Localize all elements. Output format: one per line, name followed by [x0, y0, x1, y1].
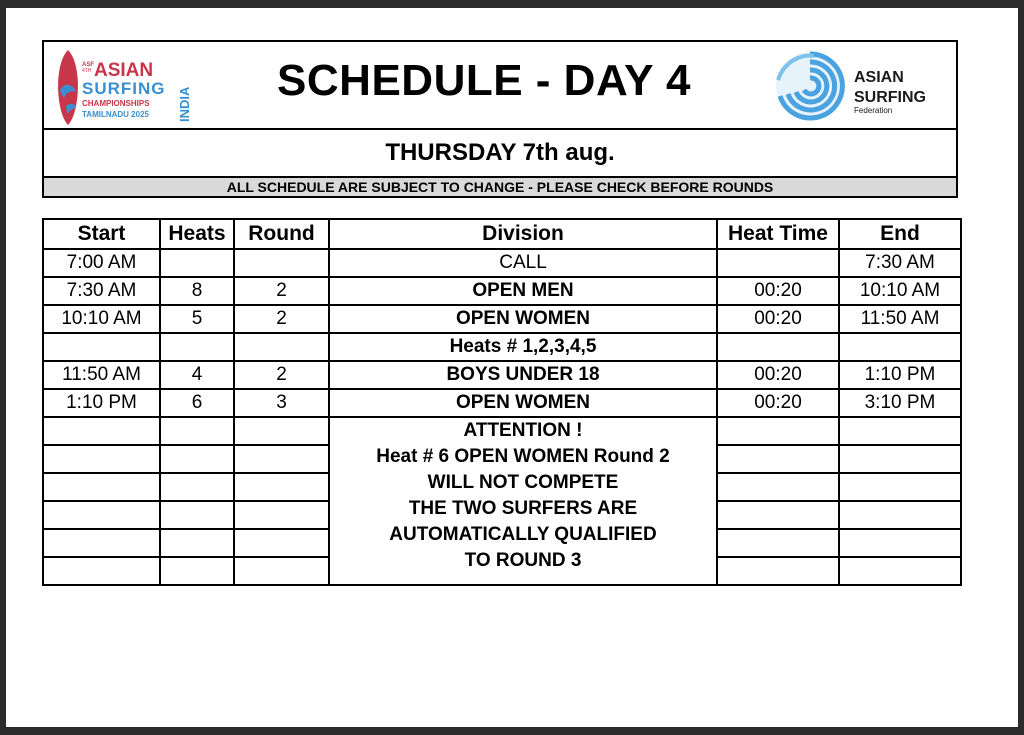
- asian-surfing-federation-logo: [774, 50, 954, 122]
- cell-division: OPEN WOMEN: [329, 389, 717, 417]
- table-row-empty: [43, 417, 961, 445]
- cell-end: 10:10 AM: [839, 277, 961, 305]
- cell-division: OPEN WOMEN: [329, 305, 717, 333]
- logo-edition-text: 4TH: [82, 68, 92, 74]
- empty-cell: [160, 501, 234, 529]
- cell-heat-time: [717, 249, 839, 277]
- empty-cell: [160, 445, 234, 473]
- cell-heats: [160, 249, 234, 277]
- cell-end: 7:30 AM: [839, 249, 961, 277]
- empty-cell: [160, 473, 234, 501]
- empty-cell: [717, 473, 839, 501]
- empty-cell: [160, 417, 234, 445]
- attention-line: TO ROUND 3: [464, 550, 582, 571]
- cell-heat-time: 00:20: [717, 361, 839, 389]
- table-row: [43, 333, 961, 361]
- cell-round: 2: [234, 305, 329, 333]
- cell-round: [234, 333, 329, 361]
- cell-end: 11:50 AM: [839, 305, 961, 333]
- table-row: [43, 277, 961, 305]
- cell-start: 7:30 AM: [43, 277, 160, 305]
- table-header-row: [43, 219, 961, 249]
- cell-heats: 6: [160, 389, 234, 417]
- cell-heats: 4: [160, 361, 234, 389]
- cell-round: 2: [234, 361, 329, 389]
- logo-country-text: INDIA: [177, 86, 192, 122]
- empty-cell: [160, 557, 234, 585]
- empty-cell: [234, 557, 329, 585]
- empty-cell: [839, 529, 961, 557]
- empty-cell: [717, 417, 839, 445]
- empty-cell: [839, 417, 961, 445]
- cell-start: 7:00 AM: [43, 249, 160, 277]
- logo-location-text: TAMILNADU 2025: [82, 110, 149, 119]
- attention-line: Heat # 6 OPEN WOMEN Round 2: [376, 446, 670, 467]
- empty-cell: [717, 445, 839, 473]
- empty-cell: [839, 473, 961, 501]
- empty-cell: [43, 417, 160, 445]
- empty-cell: [717, 557, 839, 585]
- column-header-end: End: [839, 219, 961, 249]
- column-header-start: Start: [43, 219, 160, 249]
- empty-cell: [43, 445, 160, 473]
- asian-surfing-championships-logo: [54, 46, 194, 126]
- empty-cell: [234, 473, 329, 501]
- empty-cell: [839, 445, 961, 473]
- table-row: [43, 305, 961, 333]
- empty-cell: [234, 501, 329, 529]
- cell-end: 1:10 PM: [839, 361, 961, 389]
- attention-line: THE TWO SURFERS ARE: [408, 498, 638, 519]
- empty-cell: [160, 529, 234, 557]
- cell-heats: 8: [160, 277, 234, 305]
- column-header-heats: Heats: [160, 219, 234, 249]
- federation-word-text: Federation: [854, 106, 893, 115]
- cell-round: [234, 249, 329, 277]
- column-header-division: Division: [329, 219, 717, 249]
- federation-asian-text: ASIAN: [854, 69, 904, 86]
- cell-heat-time: 00:20: [717, 305, 839, 333]
- empty-cell: [234, 417, 329, 445]
- cell-start: 11:50 AM: [43, 361, 160, 389]
- empty-cell: [43, 557, 160, 585]
- logo-asian-text: ASIAN: [94, 60, 154, 81]
- schedule-table: [42, 218, 962, 586]
- federation-surfing-text: SURFING: [854, 89, 926, 106]
- cell-round: 3: [234, 389, 329, 417]
- page-title: SCHEDULE - DAY 4: [277, 56, 691, 105]
- cell-heat-time: 00:20: [717, 389, 839, 417]
- cell-heat-time: 00:20: [717, 277, 839, 305]
- cell-end: 3:10 PM: [839, 389, 961, 417]
- logo-asf-text: ASF: [82, 62, 94, 68]
- cell-round: 2: [234, 277, 329, 305]
- schedule-notice: ALL SCHEDULE ARE SUBJECT TO CHANGE - PLEASE CHECK BEFORE ROUNDS: [42, 176, 958, 198]
- attention-line: WILL NOT COMPETE: [427, 472, 619, 493]
- table-row: [43, 249, 961, 277]
- cell-heat-time: [717, 333, 839, 361]
- empty-cell: [234, 445, 329, 473]
- header: [42, 40, 958, 130]
- column-header-round: Round: [234, 219, 329, 249]
- cell-start: [43, 333, 160, 361]
- empty-cell: [839, 557, 961, 585]
- cell-start: 10:10 AM: [43, 305, 160, 333]
- empty-cell: [234, 529, 329, 557]
- empty-cell: [43, 529, 160, 557]
- empty-cell: [43, 501, 160, 529]
- attention-line: AUTOMATICALLY QUALIFIED: [389, 524, 657, 545]
- cell-division: CALL: [329, 249, 717, 277]
- schedule-page: [6, 8, 1018, 727]
- logo-surfing-text: SURFING: [82, 79, 166, 98]
- cell-heats: [160, 333, 234, 361]
- cell-division: Heats # 1,2,3,4,5: [329, 333, 717, 361]
- attention-notice: [329, 417, 717, 585]
- table-row: [43, 389, 961, 417]
- empty-cell: [839, 501, 961, 529]
- empty-cell: [717, 529, 839, 557]
- logo-championships-text: CHAMPIONSHIPS: [82, 99, 150, 108]
- cell-start: 1:10 PM: [43, 389, 160, 417]
- cell-heats: 5: [160, 305, 234, 333]
- schedule-date: THURSDAY 7th aug.: [42, 130, 958, 176]
- cell-end: [839, 333, 961, 361]
- cell-division: BOYS UNDER 18: [329, 361, 717, 389]
- table-row: [43, 361, 961, 389]
- empty-cell: [43, 473, 160, 501]
- swirl-icon: [776, 52, 844, 120]
- cell-division: OPEN MEN: [329, 277, 717, 305]
- empty-cell: [717, 501, 839, 529]
- column-header-heat-time: Heat Time: [717, 219, 839, 249]
- attention-line: ATTENTION !: [463, 420, 583, 441]
